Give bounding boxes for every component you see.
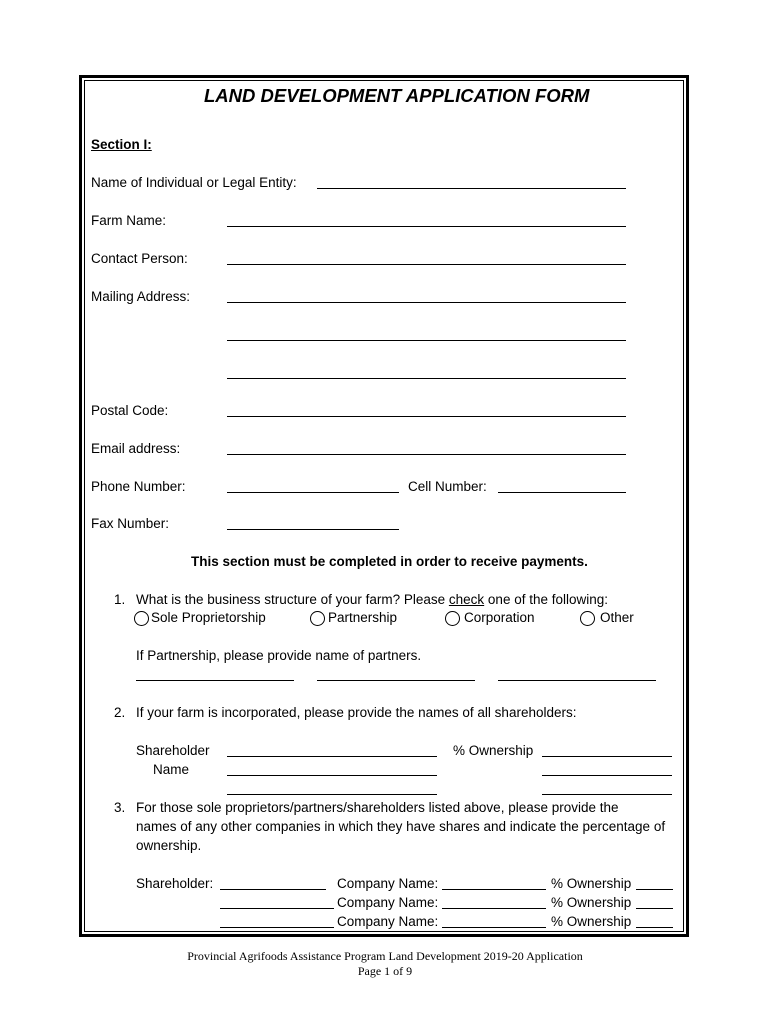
postal-code-field[interactable]	[227, 416, 626, 417]
q2-number: 2.	[114, 705, 126, 720]
q3-ownership-field-1[interactable]	[636, 889, 673, 890]
q3-ownership-label-1: % Ownership	[551, 876, 632, 891]
section-heading: Section I:	[91, 137, 152, 152]
contact-person-label: Contact Person:	[91, 251, 188, 266]
email-field[interactable]	[227, 454, 626, 455]
cell-field[interactable]	[498, 492, 626, 493]
radio-corporation[interactable]	[445, 611, 460, 626]
option-sole-proprietorship: Sole Proprietorship	[151, 610, 266, 625]
contact-person-field[interactable]	[227, 264, 626, 265]
q3-text-line3: ownership.	[136, 838, 202, 853]
phone-field[interactable]	[227, 492, 399, 493]
radio-partnership[interactable]	[310, 611, 325, 626]
ownership-field-1[interactable]	[542, 756, 672, 757]
footer-program-title: Provincial Agrifoods Assistance Program Land Development 2019-20 Application	[187, 949, 583, 963]
q3-company-field-3[interactable]	[442, 927, 546, 928]
q1-number: 1.	[114, 592, 126, 607]
q3-text-line1: For those sole proprietors/partners/shareholders listed above, please provide the	[136, 800, 619, 815]
entity-name-label: Name of Individual or Legal Entity:	[91, 175, 297, 190]
shareholder-name-label: Name	[153, 762, 190, 777]
shareholder-label: Shareholder	[136, 743, 210, 758]
q2-text: If your farm is incorporated, please provide the names of all shareholders:	[136, 705, 577, 720]
q3-text-line2: names of any other companies in which they have shares and indicate the percentage of	[136, 819, 666, 834]
form-title: LAND DEVELOPMENT APPLICATION FORM	[204, 85, 590, 106]
radio-other[interactable]	[580, 611, 595, 626]
shareholder-name-field-2[interactable]	[227, 775, 437, 776]
fax-field[interactable]	[227, 529, 399, 530]
option-other: Other	[600, 610, 634, 625]
phone-label: Phone Number:	[91, 479, 186, 494]
option-corporation: Corporation	[464, 610, 535, 625]
mailing-address-label: Mailing Address:	[91, 289, 191, 304]
ownership-field-3[interactable]	[542, 794, 672, 795]
required-notice: This section must be completed in order to receive payments.	[191, 554, 588, 569]
q1-text: What is the business structure of your farm? Please check one of the following:	[136, 592, 609, 607]
footer-page-number: Page 1 of 9	[357, 964, 413, 978]
q3-company-label-1: Company Name:	[337, 876, 439, 891]
q3-number: 3.	[114, 800, 126, 815]
radio-sole-proprietorship[interactable]	[134, 611, 149, 626]
q3-company-label-3: Company Name:	[337, 914, 439, 929]
q3-ownership-label-3: % Ownership	[551, 914, 632, 929]
q3-ownership-field-2[interactable]	[636, 908, 673, 909]
partnership-prompt: If Partnership, please provide name of partners.	[136, 648, 422, 663]
partner-name-field-1[interactable]	[136, 680, 294, 681]
q3-company-field-2[interactable]	[442, 908, 546, 909]
option-partnership: Partnership	[328, 610, 398, 625]
q3-shareholder-field-1[interactable]	[220, 889, 326, 890]
q3-shareholder-label: Shareholder:	[136, 876, 214, 891]
partner-name-field-3[interactable]	[498, 680, 656, 681]
mailing-address-field-1[interactable]	[227, 302, 626, 303]
shareholder-name-field-3[interactable]	[227, 794, 437, 795]
mailing-address-field-2[interactable]	[227, 340, 626, 341]
q3-ownership-label-2: % Ownership	[551, 895, 632, 910]
cell-label: Cell Number:	[408, 479, 487, 494]
shareholder-name-field-1[interactable]	[227, 756, 437, 757]
farm-name-label: Farm Name:	[91, 213, 167, 228]
q3-shareholder-field-2[interactable]	[220, 908, 334, 909]
ownership-field-2[interactable]	[542, 775, 672, 776]
q3-company-label-2: Company Name:	[337, 895, 439, 910]
q3-company-field-1[interactable]	[442, 889, 546, 890]
postal-code-label: Postal Code:	[91, 403, 169, 418]
partner-name-field-2[interactable]	[317, 680, 475, 681]
entity-name-field[interactable]	[317, 188, 626, 189]
mailing-address-field-3[interactable]	[227, 378, 626, 379]
q3-ownership-field-3[interactable]	[636, 927, 673, 928]
fax-label: Fax Number:	[91, 516, 170, 531]
ownership-label: % Ownership	[453, 743, 534, 758]
farm-name-field[interactable]	[227, 226, 626, 227]
email-label: Email address:	[91, 441, 181, 456]
q3-shareholder-field-3[interactable]	[220, 927, 334, 928]
